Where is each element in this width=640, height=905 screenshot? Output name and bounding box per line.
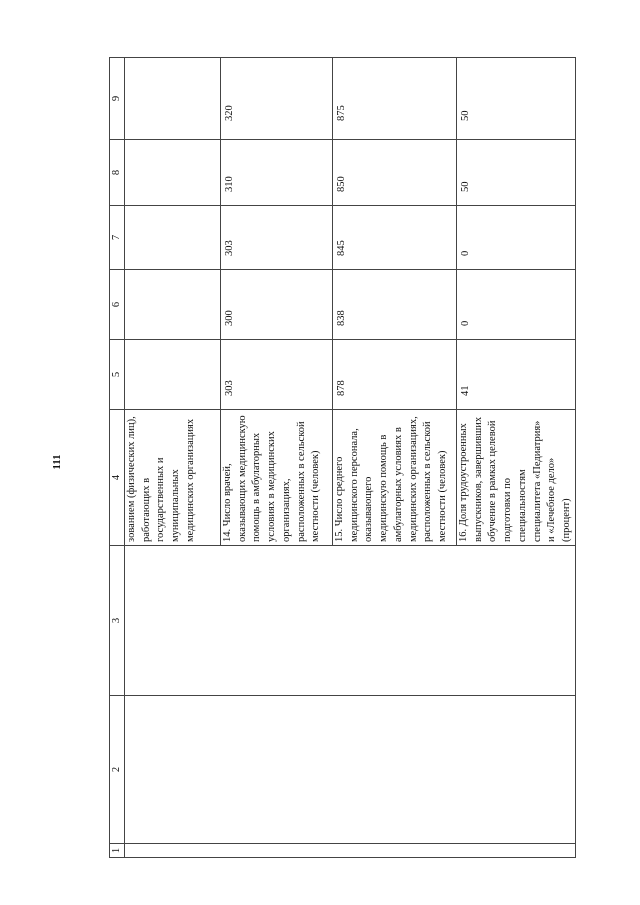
header-row (110, 58, 125, 858)
header-cell-4: 4 (110, 410, 125, 546)
header-cell-2: 2 (110, 696, 125, 844)
value-cell: 310 (221, 140, 333, 206)
value-cell: 875 (333, 58, 457, 140)
header-cell-9: 9 (110, 58, 125, 140)
value-cell: 41 (457, 340, 576, 410)
value-cell (125, 58, 221, 140)
indicator-label: 14. Число врачей, оказывающих медицинскую помощь в амбулаторных условиях в медицинских организациях, расположенных в сельской местности (человек) (221, 410, 333, 546)
value-cell: 0 (457, 270, 576, 340)
value-cell: 50 (457, 140, 576, 206)
indicator-label: 16. Доля трудоустроенных выпускников, завершивших обучение в рамках целевой подготовки по специальностям специалитета «Педиатрия» и «Лечебное дело» (процент) (457, 410, 576, 546)
header-cell-8: 8 (110, 140, 125, 206)
value-cell: 303 (221, 340, 333, 410)
indicators-table (109, 57, 576, 858)
header-cell-6: 6 (110, 270, 125, 340)
value-cell: 850 (333, 140, 457, 206)
value-cell: 838 (333, 270, 457, 340)
merged-cell-col3 (125, 546, 576, 696)
header-cell-1: 1 (110, 844, 125, 858)
table-row (125, 58, 221, 858)
value-cell: 0 (457, 206, 576, 270)
value-cell (125, 270, 221, 340)
header-cell-3: 3 (110, 546, 125, 696)
value-cell: 845 (333, 206, 457, 270)
page-number: 111 (51, 454, 63, 470)
indicator-label: 15. Число среднего медицинского персонала, оказывающего медицинскую помощь в амбулаторных условиях в медицинских организациях, расположенных в сельской местности (человек) (333, 410, 457, 546)
value-cell: 320 (221, 58, 333, 140)
header-cell-7: 7 (110, 206, 125, 270)
value-cell (125, 340, 221, 410)
merged-cell-col1 (125, 844, 576, 858)
value-cell: 300 (221, 270, 333, 340)
value-cell: 303 (221, 206, 333, 270)
merged-cell-col2 (125, 696, 576, 844)
indicator-label: зованием (физических лиц), работающих в государственных и муниципальных медицинских организациях (125, 410, 221, 546)
value-cell: 878 (333, 340, 457, 410)
value-cell: 50 (457, 58, 576, 140)
value-cell (125, 140, 221, 206)
header-cell-5: 5 (110, 340, 125, 410)
rotated-table-container (109, 58, 573, 858)
value-cell (125, 206, 221, 270)
